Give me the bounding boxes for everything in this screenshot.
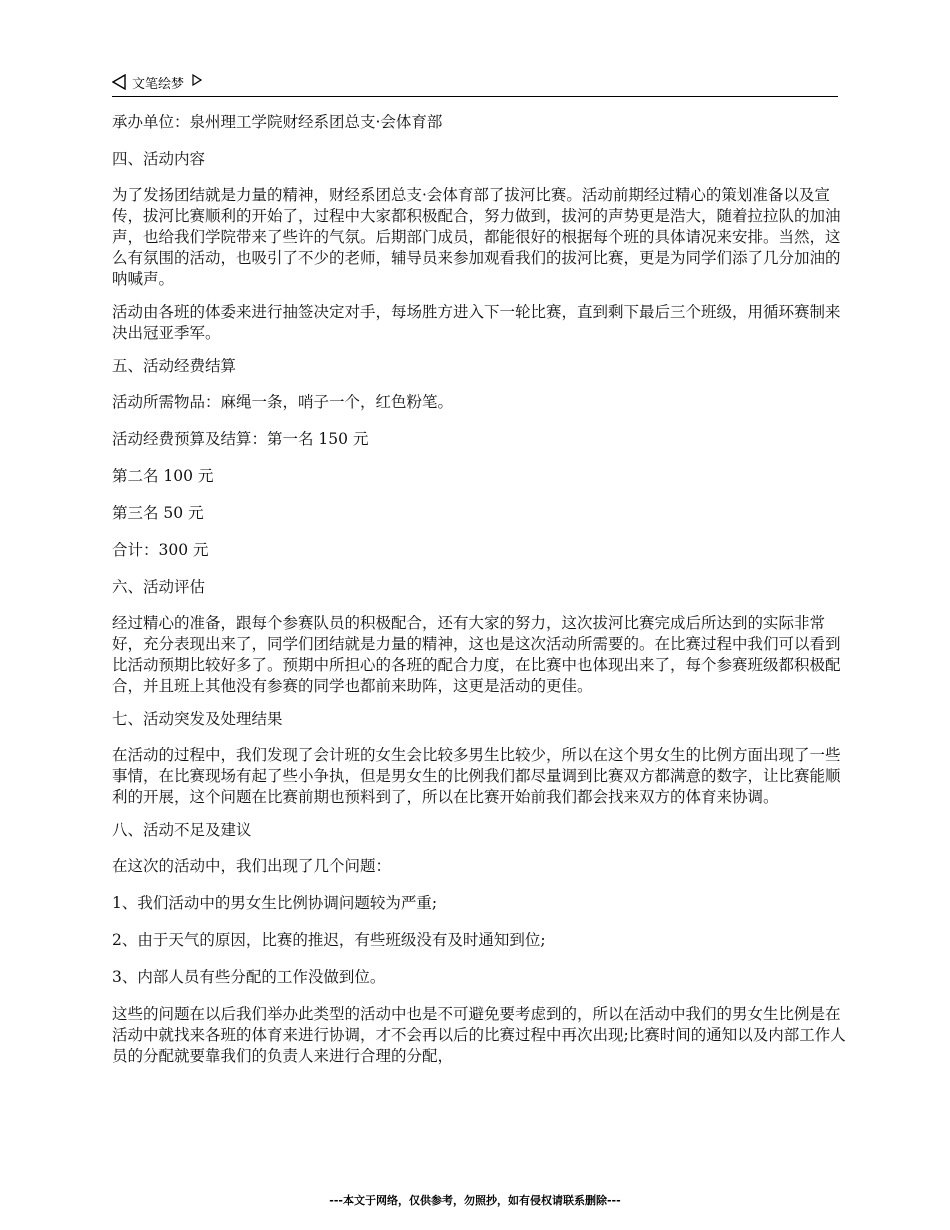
issue-1: 1、我们活动中的男女生比例协调问题较为严重; <box>112 894 438 912</box>
budget-first: 活动经费预算及结算：第一名 150 元 <box>112 430 369 448</box>
organizer-line: 承办单位：泉州理工学院财经系团总支·会体育部 <box>112 113 443 131</box>
budget-second: 第二名 100 元 <box>112 467 214 485</box>
section-4-paragraph-1: 为了发扬团结就是力量的精神，财经系团总支·会体育部了拔河比赛。活动前期经过精心的策划准备以及宣传，拔河比赛顺利的开始了，过程中大家都积极配合，努力做到，拔河的声势更是浩大，随着拉拉队的加油声，也给我们学院带来了些许的气氛。后期部门成员，都能很好的根据每个班的具体请况来安排。当然，这么有氛围的活动，也吸引了不少的老师，辅导员来参加观看我们的拔河比赛，更是为同学们添了几分加油的呐喊声。 <box>112 186 841 288</box>
items-needed: 活动所需物品：麻绳一条，哨子一个，红色粉笔。 <box>112 393 454 411</box>
header-logo <box>112 73 202 91</box>
section-4-paragraph-2: 活动由各班的体委来进行抽签决定对手，每场胜方进入下一轮比赛，直到剩下最后三个班级，用循环赛制来决出冠亚季军。 <box>112 303 841 342</box>
issue-2: 2、由于天气的原因，比赛的推迟，有些班级没有及时通知到位; <box>112 931 546 949</box>
triangle-right-outline-icon <box>192 74 202 86</box>
footer-disclaimer: ---本文于网络，仅供参考，勿照抄，如有侵权请联系删除--- <box>329 1194 621 1207</box>
section-7-paragraph-1: 在活动的过程中，我们发现了会计班的女生会比较多男生比较少，所以在这个男女生的比例方面出现了一些事情，在比赛现场有起了些小争执，但是男女生的比例我们都尽量调到比赛双方都满意的数字，让比赛能顺利的开展，这个问题在比赛前期也预料到了，所以在比赛开始前我们都会找来双方的体育来协调。 <box>112 746 841 806</box>
section-6-heading: 六、活动评估 <box>112 578 206 596</box>
section-6-paragraph-1: 经过精心的准备，跟每个参赛队员的积极配合，还有大家的努力，这次拔河比赛完成后所达到的实际非常好，充分表现出来了，同学们团结就是力量的精神，这也是这次活动所需要的。在比赛过程中我们可以看到比活动预期比较好多了。预期中所担心的各班的配合力度，在比赛中也体现出来了，每个参赛班级都积极配合，并且班上其他没有参赛的同学也都前来助阵，这更是活动的更佳。 <box>112 614 841 695</box>
section-8-heading: 八、活动不足及建议 <box>112 821 252 839</box>
section-8-intro: 在这次的活动中，我们出现了几个问题： <box>112 857 392 875</box>
budget-total: 合计：300 元 <box>112 541 209 559</box>
section-7-heading: 七、活动突发及处理结果 <box>112 710 283 728</box>
document-body <box>112 112 850 1079</box>
issue-3: 3、内部人员有些分配的工作没做到位。 <box>112 968 386 986</box>
page-header <box>112 70 838 97</box>
section-5-heading: 五、活动经费结算 <box>112 357 237 375</box>
section-8-paragraph-2: 这些的问题在以后我们举办此类型的活动中也是不可避免要考虑到的，所以在活动中我们的男女生比例是在活动中就找来各班的体育来进行协调，才不会再以后的比赛过程中再次出现;比赛时间的通知以及内部工作人员的分配就要靠我们的负责人来进行合理的分配， <box>112 1005 846 1065</box>
budget-third: 第三名 50 元 <box>112 504 204 522</box>
brand-name: 文笔绘梦 <box>132 76 185 92</box>
section-4-heading: 四、活动内容 <box>112 150 206 168</box>
triangle-left-outline-icon <box>112 74 126 90</box>
